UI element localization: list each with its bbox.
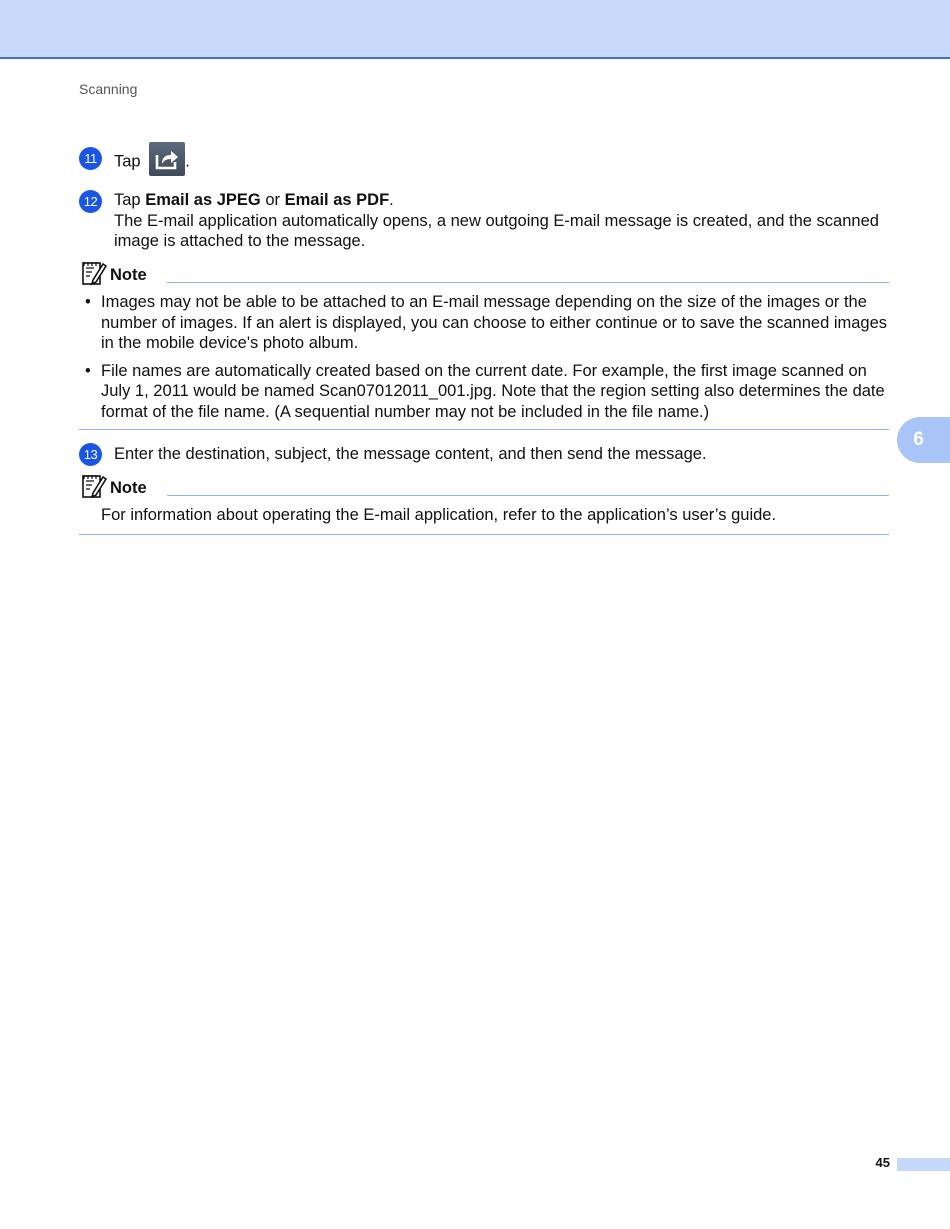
step-12 bbox=[79, 190, 889, 252]
note-divider bbox=[167, 495, 889, 496]
option-email-jpeg: Email as JPEG bbox=[145, 191, 261, 209]
step-line-1 bbox=[114, 190, 889, 211]
step-text: . bbox=[389, 191, 394, 209]
option-email-pdf: Email as PDF bbox=[284, 191, 390, 209]
bullet: • bbox=[85, 361, 91, 380]
page-number: 45 bbox=[875, 1155, 890, 1170]
note-bottom-rule bbox=[79, 534, 889, 535]
bullet: • bbox=[85, 293, 91, 311]
step-text: or bbox=[260, 191, 285, 209]
note-text: For information about operating the E-mail application, refer to the application’s user’s guide. bbox=[101, 506, 777, 524]
note-box-2 bbox=[79, 476, 889, 535]
note-header bbox=[79, 476, 889, 500]
step-number: 13 bbox=[79, 443, 102, 466]
note-box-1 bbox=[79, 263, 889, 430]
step-text: Enter the destination, subject, the message content, and then send the message. bbox=[114, 445, 707, 463]
step-suffix: . bbox=[185, 152, 190, 171]
note-item bbox=[79, 361, 889, 423]
note-divider bbox=[167, 282, 889, 283]
note-bottom-rule bbox=[79, 429, 889, 430]
note-item bbox=[79, 292, 889, 354]
step-number: 12 bbox=[79, 190, 102, 213]
share-icon bbox=[149, 142, 185, 176]
step-11 bbox=[79, 147, 889, 176]
note-title: Note bbox=[110, 479, 147, 497]
chapter-tab: 6 bbox=[897, 417, 950, 463]
note-title: Note bbox=[110, 266, 147, 284]
step-number: 11 bbox=[79, 147, 102, 170]
page-number-bar bbox=[897, 1158, 950, 1171]
note-item-text: File names are automatically created based on the current date. For example, the first image scanned on July 1, 2011 would be named Scan07012011_001.jpg. Note that the region setting also determines the date format of the file name. (A sequential number may not be included in the file name.) bbox=[101, 361, 885, 421]
section-label: Scanning bbox=[79, 81, 138, 97]
step-13 bbox=[79, 443, 889, 465]
step-text: Tap bbox=[114, 191, 146, 209]
step-text: Tap bbox=[114, 152, 146, 171]
note-item-text: Images may not be able to be attached to an E-mail message depending on the size of the images or the number of images. If an alert is displayed, you can choose to either continue or to save the scanned images in the mobile device's photo album. bbox=[101, 293, 888, 352]
header-band bbox=[0, 0, 950, 59]
note-pencil-icon bbox=[81, 260, 107, 287]
note-list bbox=[79, 292, 889, 422]
note-header bbox=[79, 263, 889, 287]
step-line-2: The E-mail application automatically opens, a new outgoing E-mail message is created, and the scanned image is attached to the message. bbox=[114, 211, 879, 250]
note-pencil-icon bbox=[81, 473, 107, 500]
